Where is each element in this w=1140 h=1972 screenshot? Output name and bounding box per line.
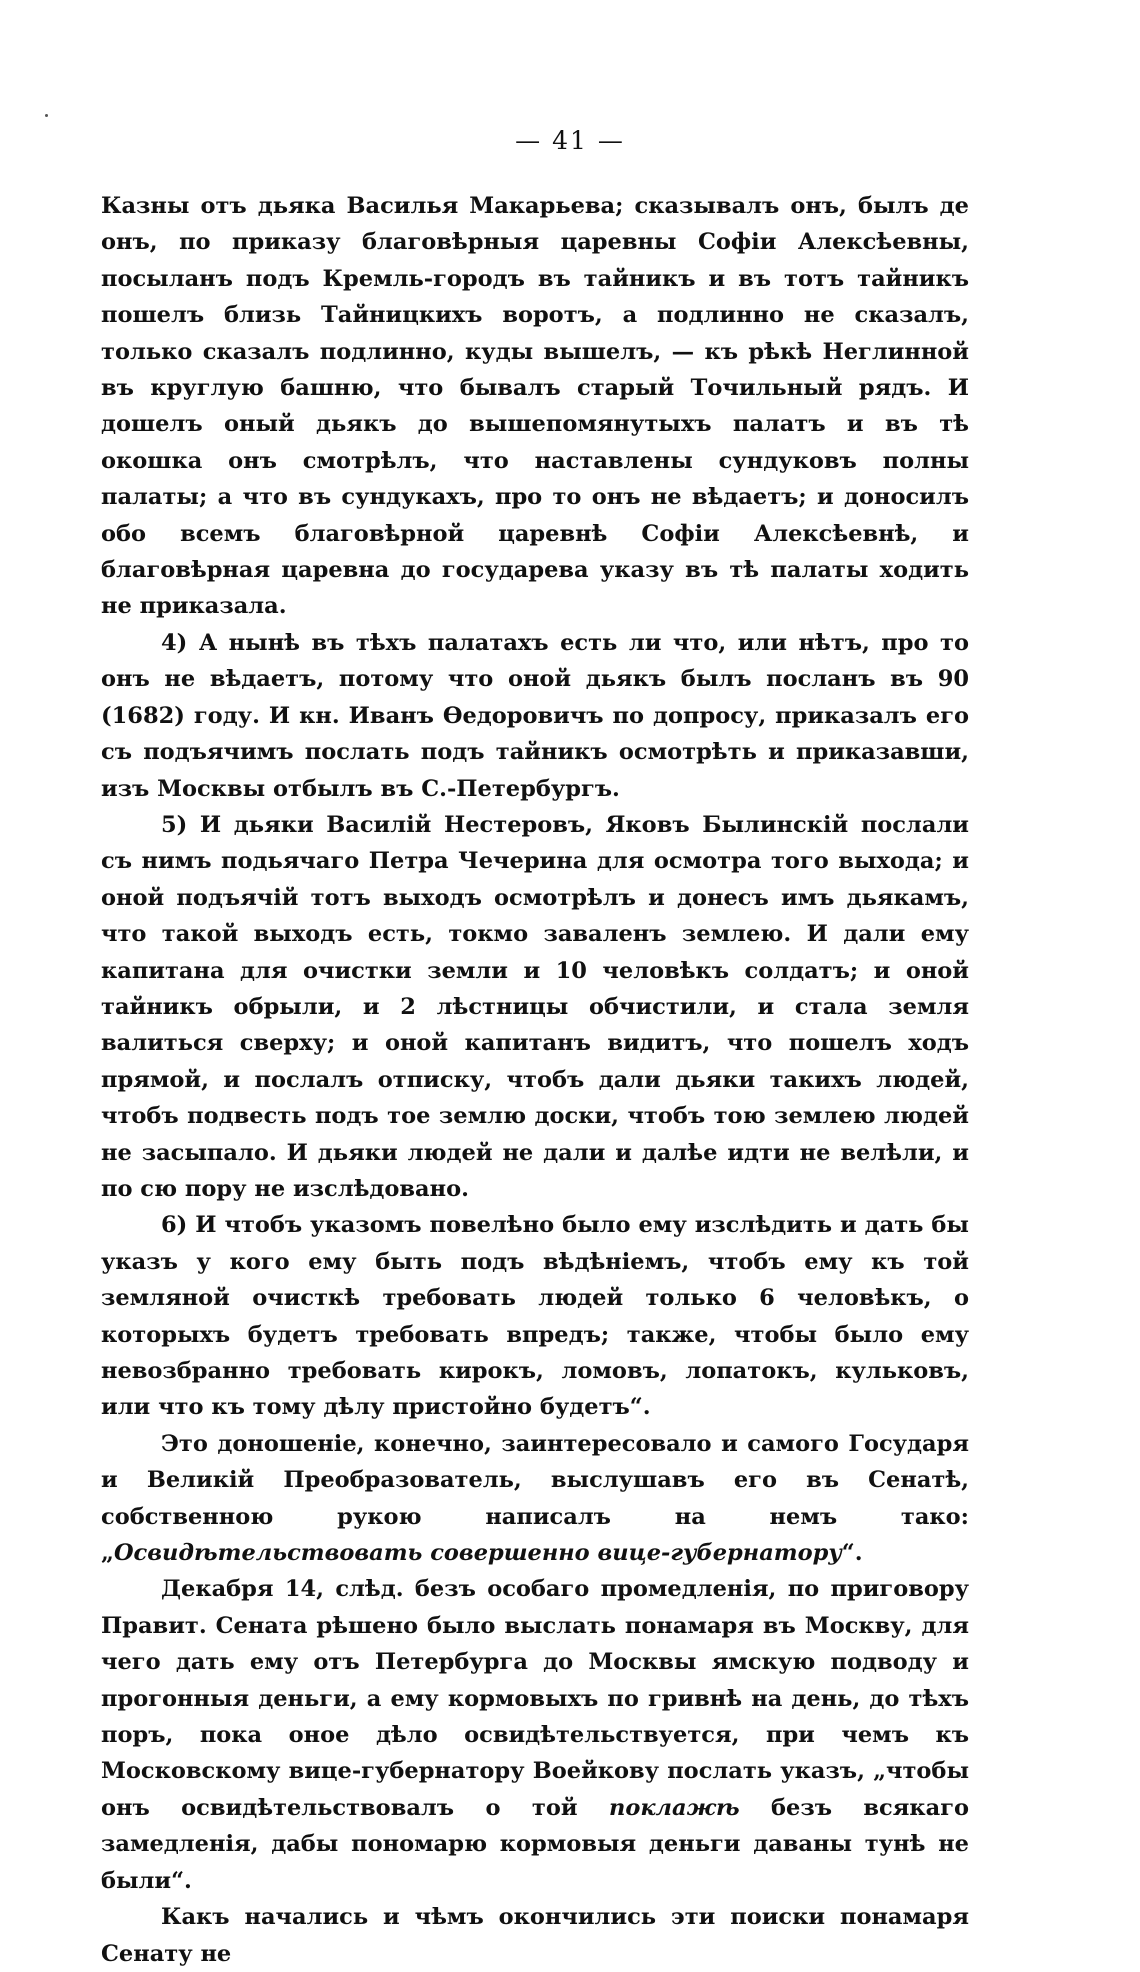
paper-speck <box>45 114 48 117</box>
paragraph-5 <box>101 1426 969 1572</box>
paragraph-6 <box>101 1571 969 1899</box>
paragraph-5-text-before: Это доношеніе, конечно, заинтересовало и самого Государя и Великій Преобразователь, выслушавъ его въ Сенатѣ, собственною рукою написалъ на немъ тако: „ <box>101 1430 969 1567</box>
paragraph-6-italic: поклажѣ <box>608 1794 740 1821</box>
paragraph-1: Казны отъ дьяка Василья Макарьева; сказывалъ онъ, былъ де онъ, по приказу благовѣрныя царевны Софіи Алексѣевны, посыланъ подъ Кремль-городъ въ тайникъ и въ тотъ тайникъ пошелъ близь Тайницкихъ воротъ, а подлинно не сказалъ, только сказалъ подлинно, куды вышелъ, — къ рѣкѣ Неглинной въ круглую башню, что бывалъ старый Точильный рядъ. И дошелъ оный дьякъ до вышепомянутыхъ палатъ и въ тѣ окошка онъ смотрѣлъ, что наставлены сундуковъ полны палаты; а что въ сундукахъ, про то онъ не вѣдаетъ; и доносилъ обо всемъ благовѣрной царевнѣ Софіи Алексѣевнѣ, и благовѣрная царевна до государева указу въ тѣ палаты ходить не приказала. <box>101 193 969 620</box>
paragraph-6-text-before: Декабря 14, слѣд. безъ особаго промедленія, по приговору Правит. Сената рѣшено было выслать понамаря въ Москву, для чего дать ему отъ Петербурга до Москвы ямскую подводу и прогонныя деньги, а ему кормовыхъ по гривнѣ на день, до тѣхъ поръ, пока оное дѣло освидѣтельствуется, при чемъ къ Московскому вице-губернатору Воейкову послать указъ, „чтобы онъ освидѣтельствовалъ о той <box>101 1576 969 1821</box>
page-number: — 41 — <box>515 126 625 155</box>
paragraph-4: 6) И чтобъ указомъ повелѣно было ему изслѣдить и дать бы указъ у кого ему быть подъ вѣдѣніемъ, чтобъ ему къ той земляной очисткѣ требовать людей только 6 человѣкъ, о которыхъ будетъ требовать впредъ; также, чтобы было ему невозбранно требовать кирокъ, ломовъ, лопатокъ, кульковъ, или что къ тому дѣлу пристойно будетъ“. <box>101 1212 969 1421</box>
paragraph-2: 4) А нынѣ въ тѣхъ палатахъ есть ли что, или нѣтъ, про то онъ не вѣдаетъ, потому что оной дьякъ былъ посланъ въ 90 (1682) году. И кн. Иванъ Ѳедоровичъ по допросу, приказалъ его съ подъячимъ послать подъ тайникъ осмотрѣть и приказавши, изъ Москвы отбылъ въ С.-Петербургъ. <box>101 629 969 802</box>
paragraph-6-text-after: безъ всякаго замедленія, дабы пономарю кормовыя деньги даваны тунѣ не были“. <box>101 1794 969 1894</box>
paragraph-7: Какъ начались и чѣмъ окончились эти поиски понамаря Сенату не <box>101 1904 969 1967</box>
body-text <box>101 188 969 1972</box>
paragraph-5-text-after: “. <box>841 1540 863 1567</box>
paragraph-5-italic: Освидѣтельствовать совершенно вице-губернатору <box>113 1540 842 1567</box>
paragraph-3: 5) И дьяки Василій Нестеровъ, Яковъ Былинскій послали съ нимъ подьячаго Петра Чечерина для осмотра того выхода; и оной подъячій тотъ выходъ осмотрѣлъ и донесъ имъ дьякамъ, что такой выходъ есть, токмо заваленъ землею. И дали ему капитана для очистки земли и 10 человѣкъ солдатъ; и оной тайникъ обрыли, и 2 лѣстницы обчистили, и стала земля валиться сверху; и оной капитанъ видитъ, что пошелъ ходъ прямой, и послалъ отписку, чтобъ дали дьяки такихъ людей, чтобъ подвесть подъ тое землю доски, чтобъ тою землею людей не засыпало. И дьяки людей не дали и далѣе идти не велѣли, и по сю пору не изслѣдовано. <box>101 811 969 1202</box>
